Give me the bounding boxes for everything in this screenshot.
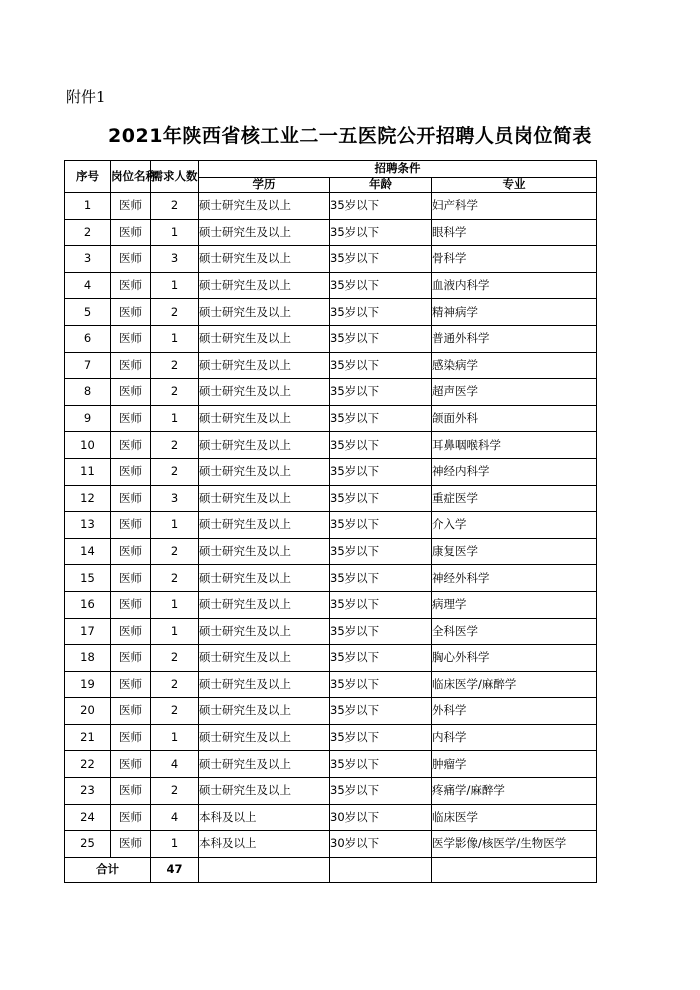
cell-position: 医师: [111, 432, 151, 459]
header-age: 年龄: [330, 178, 432, 193]
header-major: 专业: [432, 178, 597, 193]
total-empty-cell: [432, 857, 597, 882]
cell-education: 硕士研究生及以上: [199, 352, 330, 379]
cell-education: 本科及以上: [199, 831, 330, 858]
header-education: 学历: [199, 178, 330, 193]
cell-count: 2: [151, 193, 199, 220]
cell-education: 硕士研究生及以上: [199, 432, 330, 459]
cell-position: 医师: [111, 379, 151, 406]
cell-major: 内科学: [432, 724, 597, 751]
table-row: [65, 432, 597, 459]
cell-count: 3: [151, 485, 199, 512]
cell-age: 35岁以下: [330, 352, 432, 379]
header-conditions: 招聘条件: [199, 161, 597, 178]
table-row: [65, 698, 597, 725]
cell-index: 21: [65, 724, 111, 751]
total-empty-cell: [199, 857, 330, 882]
cell-index: 2: [65, 219, 111, 246]
table-row: [65, 405, 597, 432]
cell-position: 医师: [111, 751, 151, 778]
cell-index: 13: [65, 512, 111, 539]
table-row: [65, 751, 597, 778]
cell-education: 硕士研究生及以上: [199, 272, 330, 299]
table-row: [65, 645, 597, 672]
cell-education: 硕士研究生及以上: [199, 379, 330, 406]
cell-position: 医师: [111, 778, 151, 805]
cell-education: 硕士研究生及以上: [199, 512, 330, 539]
table-body: [65, 193, 597, 858]
cell-position: 医师: [111, 458, 151, 485]
cell-position: 医师: [111, 618, 151, 645]
total-row: [65, 857, 597, 882]
cell-count: 2: [151, 538, 199, 565]
cell-age: 35岁以下: [330, 591, 432, 618]
cell-index: 3: [65, 246, 111, 273]
table-row: [65, 618, 597, 645]
cell-index: 1: [65, 193, 111, 220]
cell-age: 35岁以下: [330, 458, 432, 485]
cell-position: 医师: [111, 538, 151, 565]
cell-major: 疼痛学/麻醉学: [432, 778, 597, 805]
cell-age: 35岁以下: [330, 565, 432, 592]
cell-index: 14: [65, 538, 111, 565]
cell-index: 20: [65, 698, 111, 725]
cell-major: 骨科学: [432, 246, 597, 273]
cell-position: 医师: [111, 724, 151, 751]
cell-education: 硕士研究生及以上: [199, 405, 330, 432]
total-empty-cell: [330, 857, 432, 882]
cell-major: 肿瘤学: [432, 751, 597, 778]
cell-count: 3: [151, 246, 199, 273]
cell-major: 重症医学: [432, 485, 597, 512]
cell-age: 30岁以下: [330, 804, 432, 831]
cell-major: 神经外科学: [432, 565, 597, 592]
cell-count: 2: [151, 778, 199, 805]
cell-count: 1: [151, 831, 199, 858]
cell-position: 医师: [111, 485, 151, 512]
cell-major: 血液内科学: [432, 272, 597, 299]
cell-count: 2: [151, 671, 199, 698]
cell-count: 1: [151, 512, 199, 539]
cell-position: 医师: [111, 272, 151, 299]
cell-education: 硕士研究生及以上: [199, 645, 330, 672]
cell-major: 医学影像/核医学/生物医学: [432, 831, 597, 858]
cell-count: 1: [151, 618, 199, 645]
cell-position: 医师: [111, 246, 151, 273]
cell-age: 35岁以下: [330, 645, 432, 672]
cell-count: 2: [151, 352, 199, 379]
cell-age: 35岁以下: [330, 724, 432, 751]
cell-index: 10: [65, 432, 111, 459]
table-row: [65, 352, 597, 379]
cell-position: 医师: [111, 512, 151, 539]
table-row: [65, 219, 597, 246]
header-position: 岗位名称: [111, 161, 151, 193]
table-row: [65, 778, 597, 805]
cell-index: 24: [65, 804, 111, 831]
cell-age: 35岁以下: [330, 405, 432, 432]
cell-count: 2: [151, 565, 199, 592]
cell-major: 介入学: [432, 512, 597, 539]
cell-index: 16: [65, 591, 111, 618]
cell-index: 4: [65, 272, 111, 299]
cell-major: 眼科学: [432, 219, 597, 246]
table-row: [65, 272, 597, 299]
header-count: 需求人数: [151, 161, 199, 193]
cell-count: 2: [151, 645, 199, 672]
cell-count: 1: [151, 219, 199, 246]
cell-age: 35岁以下: [330, 618, 432, 645]
table-row: [65, 325, 597, 352]
cell-education: 硕士研究生及以上: [199, 246, 330, 273]
cell-education: 硕士研究生及以上: [199, 778, 330, 805]
cell-position: 医师: [111, 831, 151, 858]
table-row: [65, 565, 597, 592]
cell-age: 35岁以下: [330, 432, 432, 459]
cell-major: 神经内科学: [432, 458, 597, 485]
cell-major: 耳鼻咽喉科学: [432, 432, 597, 459]
cell-position: 医师: [111, 299, 151, 326]
cell-education: 硕士研究生及以上: [199, 591, 330, 618]
cell-count: 1: [151, 325, 199, 352]
cell-age: 35岁以下: [330, 379, 432, 406]
table-row: [65, 804, 597, 831]
cell-age: 35岁以下: [330, 778, 432, 805]
cell-count: 2: [151, 379, 199, 406]
cell-education: 硕士研究生及以上: [199, 751, 330, 778]
total-label: 合计: [65, 857, 151, 882]
cell-index: 8: [65, 379, 111, 406]
table-row: [65, 458, 597, 485]
cell-age: 35岁以下: [330, 698, 432, 725]
cell-position: 医师: [111, 645, 151, 672]
cell-major: 颌面外科: [432, 405, 597, 432]
cell-age: 35岁以下: [330, 671, 432, 698]
table-row: [65, 379, 597, 406]
cell-age: 35岁以下: [330, 325, 432, 352]
cell-index: 15: [65, 565, 111, 592]
positions-table: [64, 160, 597, 883]
cell-position: 医师: [111, 219, 151, 246]
cell-education: 硕士研究生及以上: [199, 193, 330, 220]
cell-age: 35岁以下: [330, 751, 432, 778]
cell-index: 6: [65, 325, 111, 352]
cell-education: 硕士研究生及以上: [199, 219, 330, 246]
cell-education: 硕士研究生及以上: [199, 698, 330, 725]
cell-index: 11: [65, 458, 111, 485]
cell-position: 医师: [111, 193, 151, 220]
cell-count: 1: [151, 272, 199, 299]
cell-count: 4: [151, 751, 199, 778]
cell-major: 外科学: [432, 698, 597, 725]
cell-position: 医师: [111, 352, 151, 379]
table-row: [65, 299, 597, 326]
cell-index: 17: [65, 618, 111, 645]
cell-index: 22: [65, 751, 111, 778]
cell-major: 全科医学: [432, 618, 597, 645]
cell-age: 35岁以下: [330, 538, 432, 565]
cell-education: 硕士研究生及以上: [199, 299, 330, 326]
cell-index: 9: [65, 405, 111, 432]
cell-major: 超声医学: [432, 379, 597, 406]
cell-education: 硕士研究生及以上: [199, 565, 330, 592]
table-row: [65, 671, 597, 698]
cell-major: 胸心外科学: [432, 645, 597, 672]
cell-major: 精神病学: [432, 299, 597, 326]
cell-major: 康复医学: [432, 538, 597, 565]
cell-count: 4: [151, 804, 199, 831]
table-row: [65, 591, 597, 618]
cell-age: 30岁以下: [330, 831, 432, 858]
cell-count: 2: [151, 698, 199, 725]
cell-position: 医师: [111, 325, 151, 352]
cell-age: 35岁以下: [330, 219, 432, 246]
cell-age: 35岁以下: [330, 272, 432, 299]
cell-education: 硕士研究生及以上: [199, 458, 330, 485]
cell-position: 医师: [111, 804, 151, 831]
cell-age: 35岁以下: [330, 299, 432, 326]
cell-education: 硕士研究生及以上: [199, 485, 330, 512]
table-row: [65, 538, 597, 565]
cell-major: 感染病学: [432, 352, 597, 379]
table-row: [65, 724, 597, 751]
cell-education: 硕士研究生及以上: [199, 618, 330, 645]
table-row: [65, 246, 597, 273]
cell-position: 医师: [111, 405, 151, 432]
cell-index: 19: [65, 671, 111, 698]
page-title: 2021年陕西省核工业二一五医院公开招聘人员岗位简表: [108, 125, 592, 147]
cell-age: 35岁以下: [330, 246, 432, 273]
cell-count: 2: [151, 432, 199, 459]
cell-count: 1: [151, 591, 199, 618]
cell-age: 35岁以下: [330, 193, 432, 220]
cell-education: 硕士研究生及以上: [199, 671, 330, 698]
table-row: [65, 485, 597, 512]
cell-count: 1: [151, 724, 199, 751]
total-count: 47: [151, 857, 199, 882]
table-row: [65, 831, 597, 858]
cell-position: 医师: [111, 591, 151, 618]
cell-age: 35岁以下: [330, 485, 432, 512]
cell-count: 2: [151, 299, 199, 326]
cell-position: 医师: [111, 698, 151, 725]
table-row: [65, 512, 597, 539]
cell-count: 2: [151, 458, 199, 485]
cell-index: 12: [65, 485, 111, 512]
cell-education: 硕士研究生及以上: [199, 724, 330, 751]
cell-major: 普通外科学: [432, 325, 597, 352]
attachment-label: 附件1: [66, 88, 106, 106]
cell-index: 7: [65, 352, 111, 379]
cell-position: 医师: [111, 565, 151, 592]
cell-education: 本科及以上: [199, 804, 330, 831]
header-index: 序号: [65, 161, 111, 193]
cell-index: 25: [65, 831, 111, 858]
cell-education: 硕士研究生及以上: [199, 325, 330, 352]
cell-major: 临床医学: [432, 804, 597, 831]
cell-major: 妇产科学: [432, 193, 597, 220]
cell-index: 18: [65, 645, 111, 672]
cell-education: 硕士研究生及以上: [199, 538, 330, 565]
cell-major: 病理学: [432, 591, 597, 618]
table-row: [65, 193, 597, 220]
cell-count: 1: [151, 405, 199, 432]
cell-age: 35岁以下: [330, 512, 432, 539]
cell-index: 5: [65, 299, 111, 326]
cell-position: 医师: [111, 671, 151, 698]
cell-index: 23: [65, 778, 111, 805]
cell-major: 临床医学/麻醉学: [432, 671, 597, 698]
